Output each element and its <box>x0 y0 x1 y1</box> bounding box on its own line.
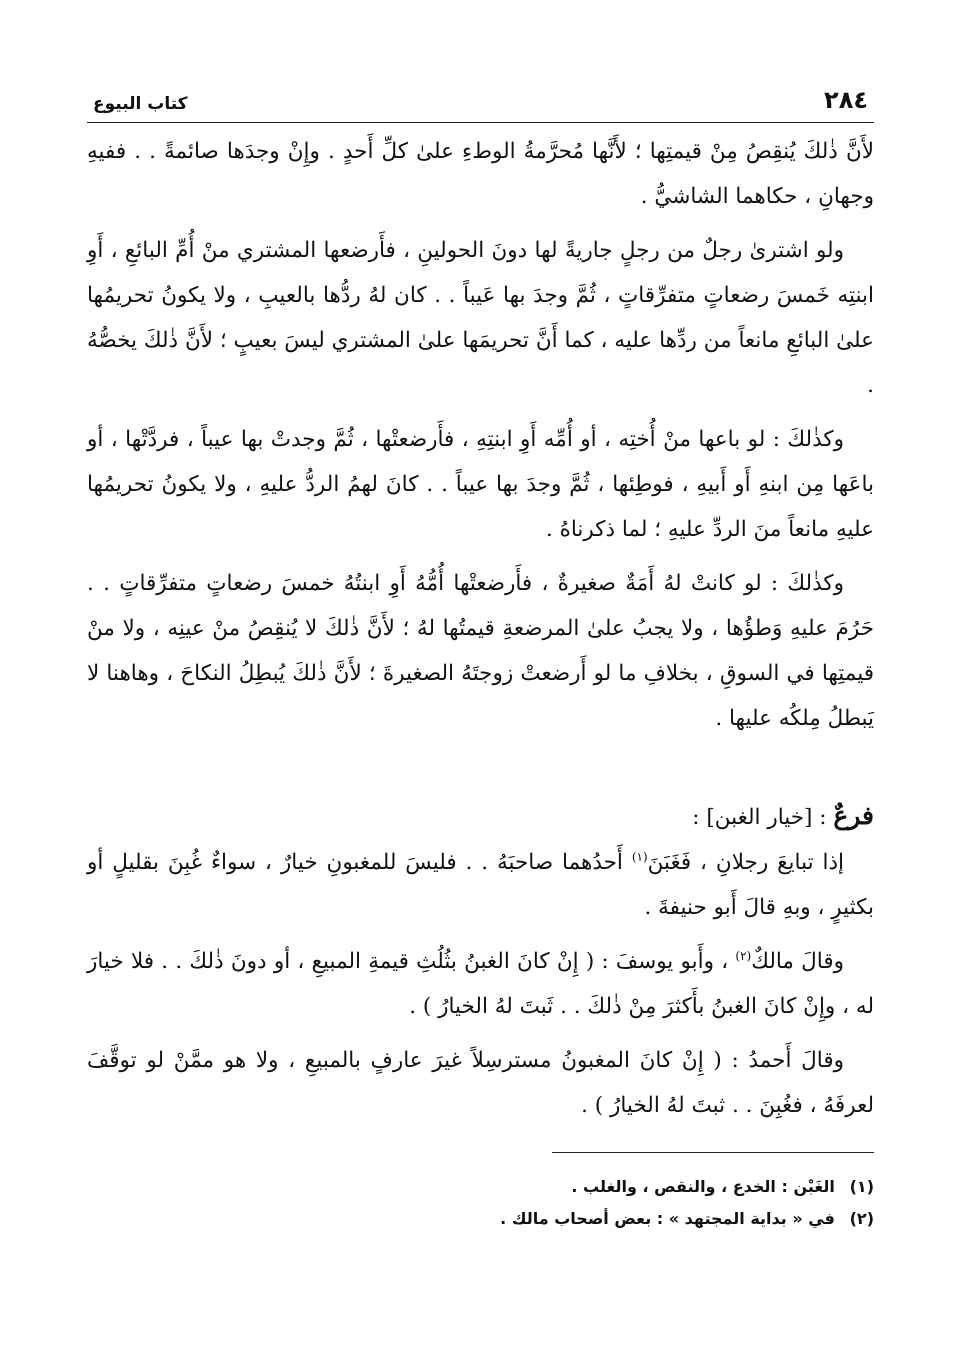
branch-heading-title: : [خيار الغبن] : <box>692 805 834 830</box>
paragraph-1: لأَنَّ ذٰلكَ يُنقِصُ مِنْ قيمتِها ؛ لأَنَّها مُحرَّمةُ الوطءِ علىٰ كلِّ أَحدٍ . وإِنْ وجدَها صائمةً . . ففيهِ وجهانِ ، حكاهما الشاشيُّ . <box>87 139 874 209</box>
page-number: ٢٨٤ <box>824 86 868 114</box>
book-title: كتاب البيوع <box>93 94 188 114</box>
paragraph-2: ولو اشترىٰ رجلٌ من رجلٍ جاريةً لها دونَ الحولينِ ، فأَرضعها المشتري منْ أُمِّ البائعِ ، أَوِ ابنتِه خَمسَ رضعاتٍ متفرِّقاتٍ ، ثُمَّ وجدَ بها عَيباً . . كان لهُ ردُّها بالعيبِ ، ولا يكونُ تحريمُها علىٰ البائعِ مانعاً من ردِّها عليه ، كما أَنَّ تحريمَها علىٰ المشتري ليسَ بعيبٍ ؛ لأَنَّ ذٰلكَ يخصُّهُ . <box>87 238 874 398</box>
footnote-divider <box>552 1152 874 1153</box>
branch-p1-text-a: إذا تبايعَ رجلانِ ، فَغَبَنَ <box>647 850 844 875</box>
main-text <box>87 129 874 1128</box>
footnote-ref-2[interactable]: (٢) <box>735 948 752 963</box>
branch-p1-text-b: أَحدُهما صاحبَهُ . . فليسَ للمغبونِ خيارٌ ، سواءٌ غُبِنَ بقليلٍ أو بكثيرٍ ، وبهِ قالَ أَبو حنيفةَ . <box>87 850 874 920</box>
footnote-text: الغَبْن : الخدع ، والنقص ، والغلب . <box>571 1177 835 1196</box>
running-header <box>87 88 874 123</box>
branch-paragraph-1 <box>87 840 874 930</box>
paragraph-3: وكذٰلكَ : لو باعها منْ أُختِه ، أو أُمِّه أَوِ ابنتِهِ ، فأَرضعتْها ، ثُمَّ وجدتْ بها عيباً ، فردَّتْها ، أو باعَها مِن ابنهِ أَو أَبيهِ ، فوطِئها ، ثُمَّ وجدَ بها عيباً . . كانَ لهمُ الردُّ عليهِ ، ولا يكونُ تحريمُها عليهِ مانعاً منَ الردِّ عليهِ ؛ لما ذكرناهُ . <box>87 427 874 542</box>
branch-paragraph-2 <box>87 939 874 1029</box>
footnote-number: (١) <box>849 1177 874 1196</box>
branch-p2-text-a: وقالَ مالكٌ <box>751 949 845 974</box>
branch-heading <box>87 793 874 840</box>
footnote-text: في « بداية المجتهد » : بعض أصحاب مالك . <box>500 1209 835 1228</box>
paragraph-4: وكذٰلكَ : لو كانتْ لهُ أَمَةٌ صغيرةٌ ، فأَرضعتْها أُمُّهُ أَوِ ابنتُهُ خمسَ رضعاتٍ متفرِّقاتٍ . . حَرُمَ عليهِ وَطؤُها ، ولا يجبُ علىٰ المرضعةِ قيمتُها لهُ ؛ لأَنَّ ذٰلكَ لا يُنقِصُ منْ عينِه ، ولا منْ قيمتِها في السوقِ ، بخلافِ ما لو أَرضعتْ زوجتَهُ الصغيرةَ ؛ لأَنَّ ذٰلكَ يُبطِلُ النكاحَ ، وهاهنا لا يَبطلُ مِلكُه عليها . <box>87 571 874 731</box>
footnote-number: (٢) <box>849 1209 874 1228</box>
branch-paragraph-3: وقالَ أَحمدُ : ( إِنْ كانَ المغبونُ مسترسِلاً غيرَ عارفٍ بالمبيعِ ، ولا هو ممَّنْ لو توقَّفَ لعرفَهُ ، فغُبِنَ . . ثبتَ لهُ الخيارُ ) . <box>87 1048 874 1118</box>
footnote-2 <box>87 1203 874 1235</box>
branch-heading-word: فرعٌ <box>833 801 874 830</box>
footnote-ref-1[interactable]: (١) <box>631 849 648 864</box>
section-gap <box>87 741 874 793</box>
branch-p2-text-b: ، وأَبو يوسفَ : ( إِنْ كانَ الغبنُ بثُلُثِ قيمةِ المبيعِ ، أو دونَ ذٰلكَ . . فلا خيارَ له ، وإِنْ كانَ الغبنُ بأَكثرَ مِنْ ذٰلكَ . . ثَبتَ لهُ الخيارُ ) . <box>87 949 874 1019</box>
footnote-1 <box>87 1171 874 1203</box>
footnotes <box>87 1171 874 1235</box>
book-page <box>87 88 874 1235</box>
